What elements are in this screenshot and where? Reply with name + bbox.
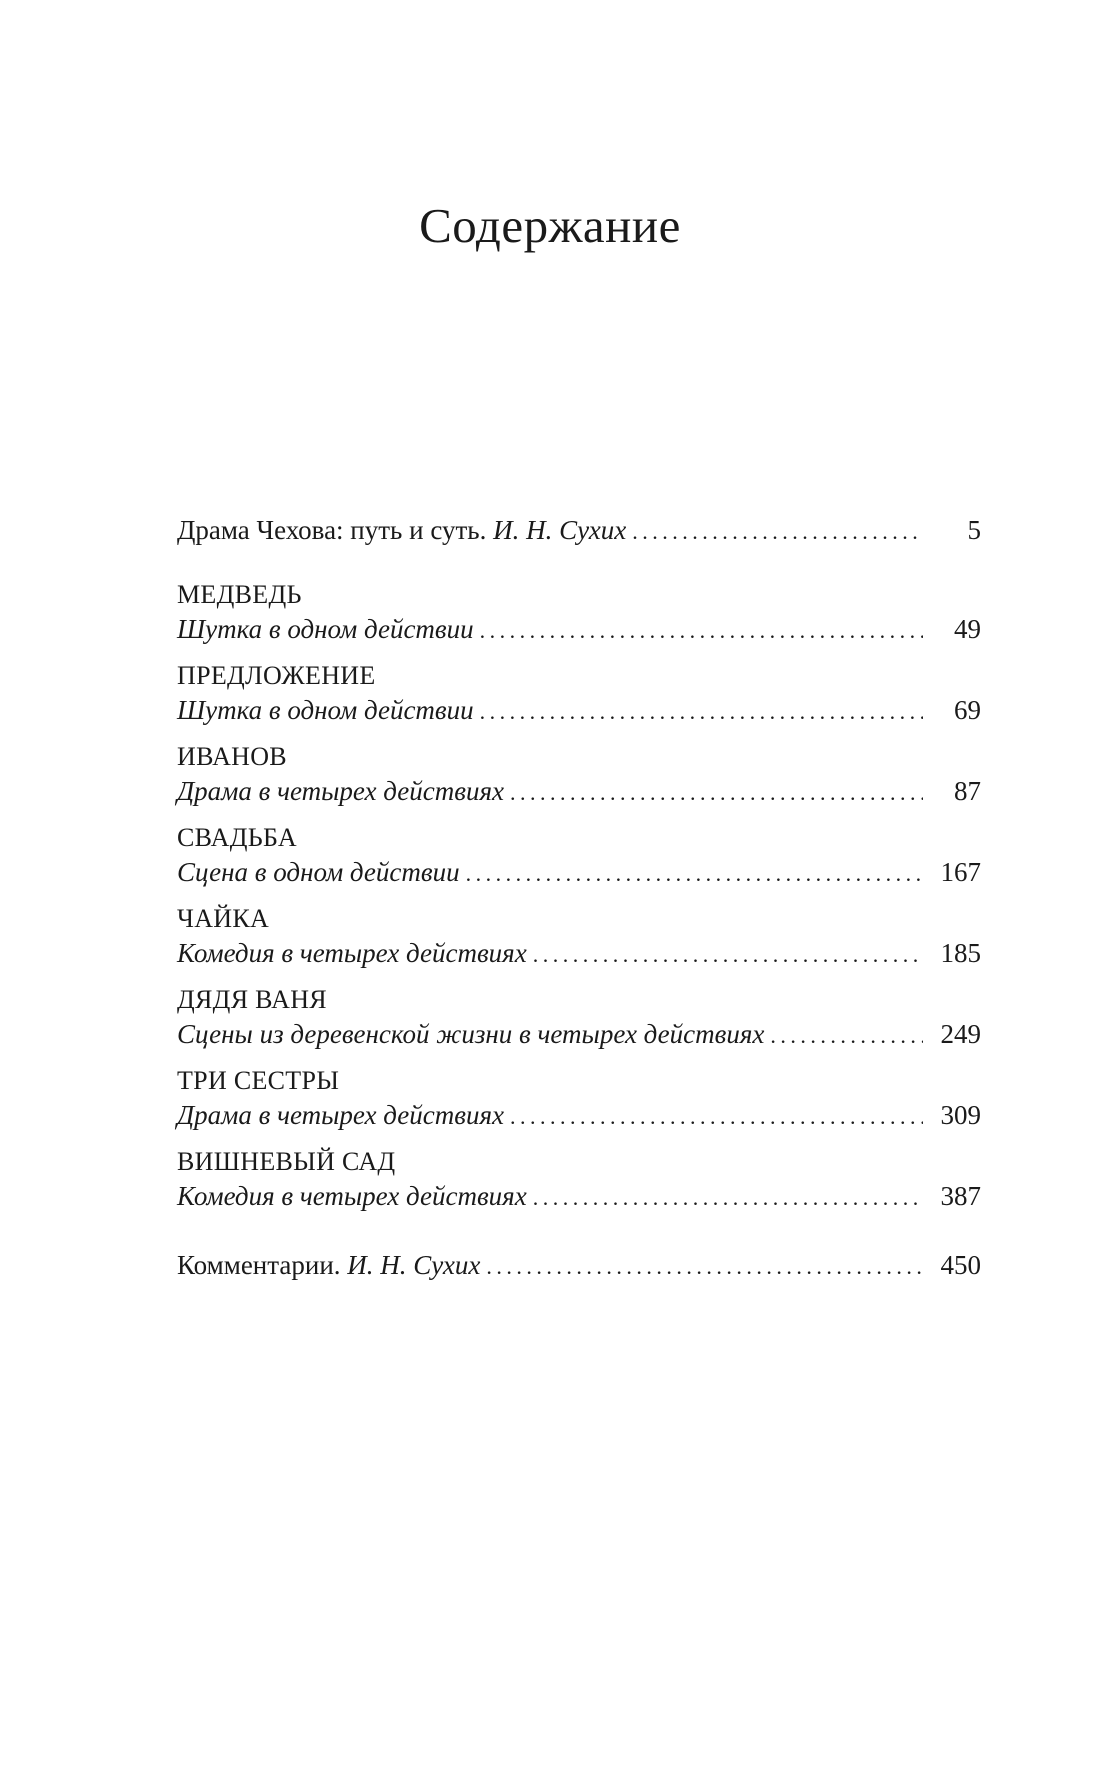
dot-leader	[632, 512, 923, 552]
play-subtitle: Сцена в одном действии	[177, 857, 460, 887]
toc-entry-tri-sestry[interactable]	[177, 1095, 981, 1135]
page-number: 87	[954, 776, 981, 806]
play-subtitle: Комедия в четырех действиях	[177, 1181, 527, 1211]
play-title-ivanov: ИВАНОВ	[177, 742, 287, 771]
dot-leader	[510, 1097, 923, 1137]
play-title-svadba: СВАДЬБА	[177, 823, 297, 852]
toc-entry-chaika[interactable]	[177, 933, 981, 973]
page-number: 309	[940, 1100, 981, 1130]
toc-entry-vishnevy-sad[interactable]	[177, 1176, 981, 1216]
dot-leader	[486, 1247, 923, 1287]
toc-entry-predlozhenie[interactable]	[177, 690, 981, 730]
dot-leader	[510, 773, 923, 813]
dot-leader	[480, 611, 923, 651]
toc-entry-commentary[interactable]	[177, 1245, 981, 1285]
play-title-tri-sestry: ТРИ СЕСТРЫ	[177, 1066, 340, 1095]
play-title-dyadya-vanya: ДЯДЯ ВАНЯ	[177, 985, 327, 1014]
toc-entry-intro[interactable]	[177, 510, 981, 550]
dot-leader	[770, 1016, 923, 1056]
play-subtitle: Сцены из деревенской жизни в четырех действиях	[177, 1019, 765, 1049]
page-title: Содержание	[419, 198, 681, 253]
page-number: 185	[940, 938, 981, 968]
toc-entry-svadba[interactable]	[177, 852, 981, 892]
intro-text: Драма Чехова: путь и суть.	[177, 515, 487, 545]
dot-leader	[466, 854, 923, 894]
toc-entry-dyadya-vanya[interactable]	[177, 1014, 981, 1054]
play-subtitle: Шутка в одном действии	[177, 614, 474, 644]
dot-leader	[533, 1178, 923, 1218]
play-subtitle: Шутка в одном действии	[177, 695, 474, 725]
page-number: 69	[954, 695, 981, 725]
play-subtitle: Драма в четырех действиях	[177, 776, 504, 806]
commentary-text: Комментарии.	[177, 1250, 341, 1280]
play-title-medved: МЕДВЕДЬ	[177, 580, 302, 609]
play-title-vishnevy-sad: ВИШНЕВЫЙ САД	[177, 1147, 396, 1176]
page-number: 49	[954, 614, 981, 644]
commentary-author: И. Н. Сухих	[347, 1250, 481, 1280]
intro-author: И. Н. Сухих	[493, 515, 627, 545]
play-subtitle: Драма в четырех действиях	[177, 1100, 504, 1130]
page-number: 387	[940, 1181, 981, 1211]
toc-entry-medved[interactable]	[177, 609, 981, 649]
page-number: 167	[940, 857, 981, 887]
page-number: 450	[940, 1250, 981, 1280]
page-number: 249	[940, 1019, 981, 1049]
dot-leader	[480, 692, 923, 732]
toc-entry-label	[177, 510, 626, 550]
dot-leader	[533, 935, 923, 975]
toc-entry-label	[177, 1245, 480, 1285]
play-title-predlozhenie: ПРЕДЛОЖЕНИЕ	[177, 661, 376, 690]
play-subtitle: Комедия в четырех действиях	[177, 938, 527, 968]
toc-entry-ivanov[interactable]	[177, 771, 981, 811]
page-number: 5	[967, 515, 981, 545]
play-title-chaika: ЧАЙКА	[177, 904, 270, 933]
